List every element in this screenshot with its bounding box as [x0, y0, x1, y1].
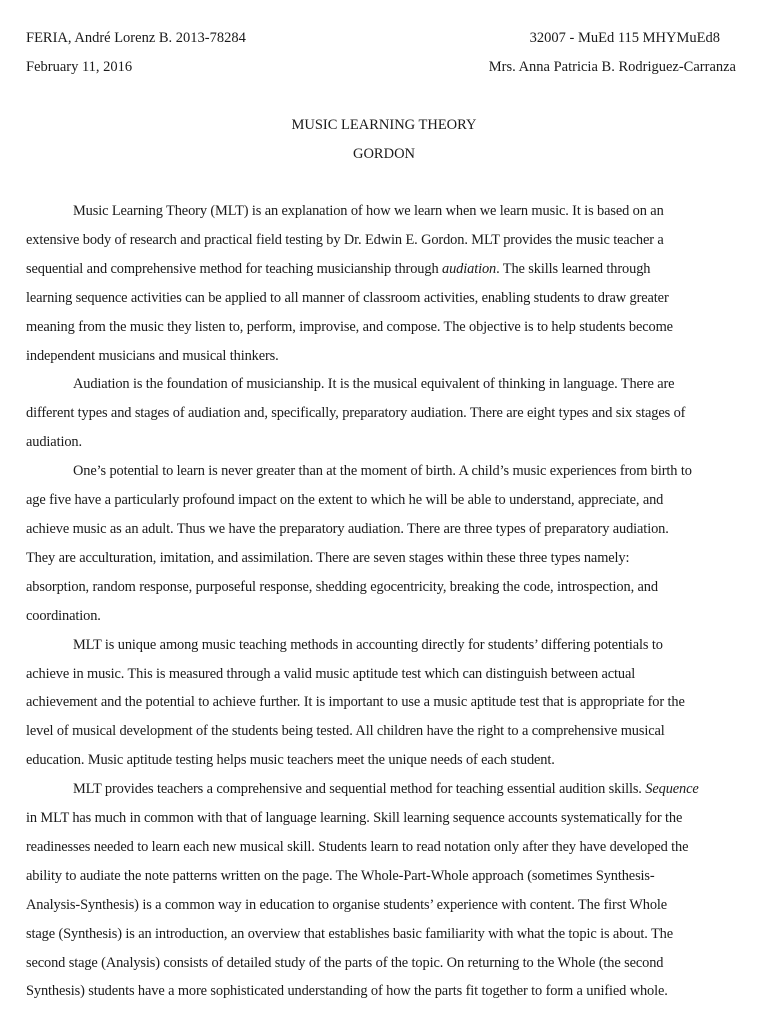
submission-date: February 11, 2016 — [26, 59, 133, 75]
text-line: audiation. — [26, 434, 82, 451]
text-line: Analysis-Synthesis) is a common way in education to organise students’ experience with content. The first Whole — [26, 896, 668, 913]
instructor-name: Mrs. Anna Patricia B. Rodriguez-Carranza — [488, 59, 736, 75]
document-body — [26, 197, 742, 1006]
text-line: Music Learning Theory (MLT) is an explanation of how we learn when we learn music. It is based on an — [73, 203, 664, 219]
body-paragraph — [26, 775, 742, 1006]
text-line: achievement and the potential to achieve further. It is important to use a music aptitude test that is appropriate for the — [26, 694, 685, 711]
text-segment: sequential and comprehensive method for teaching musicianship through — [26, 260, 443, 277]
text-segment: MLT provides teachers a comprehensive and sequential method for teaching essential audition skills. — [73, 781, 646, 798]
emphasized-term: audiation — [442, 260, 497, 277]
text-line: coordination. — [26, 607, 101, 624]
text-line: education. Music aptitude testing helps music teachers meet the unique needs of each student. — [26, 752, 555, 769]
text-line: extensive body of research and practical field testing by Dr. Edwin E. Gordon. MLT provides the music teacher a — [26, 231, 664, 248]
text-line: different types and stages of audiation and, specifically, preparatory audiation. There are eight types and six stages of — [26, 405, 686, 422]
body-paragraph — [26, 197, 742, 370]
course-info: 32007 - MuEd 115 MHYMuEd8 — [529, 30, 720, 46]
body-paragraph — [26, 631, 742, 776]
text-line: They are acculturation, imitation, and assimilation. There are seven stages within these three types namely: — [26, 549, 630, 566]
header-row-1 — [26, 29, 736, 47]
text-line: Audiation is the foundation of musicianship. It is the musical equivalent of thinking in language. There are — [73, 376, 675, 393]
text-line: in MLT has much in common with that of language learning. Skill learning sequence accounts systematically for the — [26, 810, 683, 827]
document-subtitle: GORDON — [352, 146, 416, 162]
text-line: achieve music as an adult. Thus we have the preparatory audiation. There are three types of preparatory audiation. — [26, 520, 669, 537]
text-line: independent musicians and musical thinkers. — [26, 347, 279, 364]
text-line: learning sequence activities can be applied to all manner of classroom activities, enabling students to draw greater — [26, 289, 669, 306]
text-line: readinesses needed to learn each new musical skill. Students learn to read notation only after they have developed the — [26, 838, 689, 855]
body-paragraph — [26, 370, 742, 457]
text-line — [26, 255, 742, 284]
text-line — [26, 775, 742, 804]
text-line: second stage (Analysis) consists of detailed study of the parts of the topic. On returning to the Whole (the second — [26, 954, 664, 971]
header-row-2 — [26, 58, 736, 76]
text-line: stage (Synthesis) is an introduction, an overview that establishes basic familiarity with what the topic is about. The — [26, 925, 674, 942]
text-line: level of musical development of the students being tested. All children have the right to a comprehensive musical — [26, 723, 665, 740]
text-line: absorption, random response, purposeful response, shedding egocentricity, breaking the code, introspection, and — [26, 578, 658, 595]
body-paragraph — [26, 457, 742, 630]
document-title: MUSIC LEARNING THEORY — [291, 117, 477, 133]
emphasized-term: Sequence — [645, 781, 699, 798]
text-line: meaning from the music they listen to, perform, improvise, and compose. The objective is to help students become — [26, 318, 673, 335]
text-line: achieve in music. This is measured through a valid music aptitude test which can distinguish between actual — [26, 665, 636, 682]
text-line: age five have a particularly profound impact on the extent to which he will be able to understand, appreciate, and — [26, 492, 664, 509]
text-line: One’s potential to learn is never greater than at the moment of birth. A child’s music experiences from birth to — [73, 463, 692, 480]
text-segment: . The skills learned through — [496, 260, 651, 277]
text-line: MLT is unique among music teaching methods in accounting directly for students’ differing potentials to — [73, 636, 663, 653]
text-line: ability to audiate the note patterns written on the page. The Whole-Part-Whole approach (sometimes Synthesis- — [26, 867, 655, 884]
text-line: Synthesis) students have a more sophisticated understanding of how the parts fit together to form a unified whole. — [26, 983, 668, 1000]
author-info: FERIA, André Lorenz B. 2013-78284 — [26, 30, 246, 46]
